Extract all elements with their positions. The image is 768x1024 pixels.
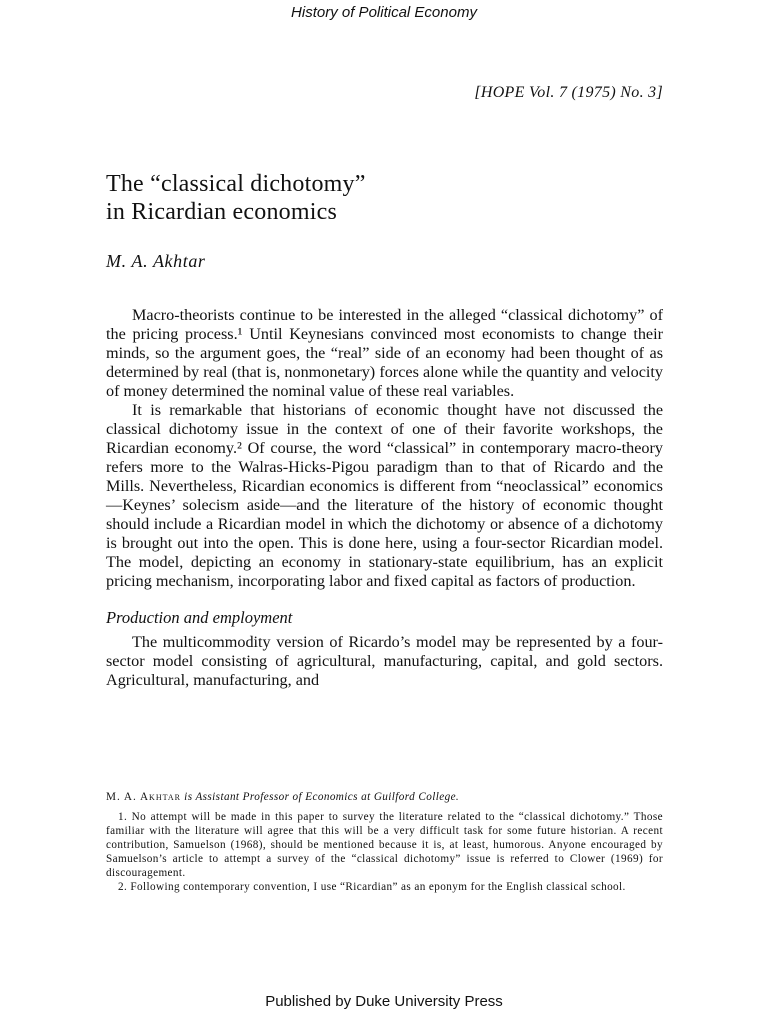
article-title-line: The “classical dichotomy”	[106, 171, 366, 197]
affiliation-name: M. A. Akhtar	[106, 791, 181, 803]
article-body	[106, 306, 663, 690]
article-title	[106, 170, 366, 226]
article-title-line: in Ricardian economics	[106, 199, 337, 225]
footnote: 2. Following contemporary convention, I use “Ricardian” as an eponym for the English classical school.	[118, 881, 626, 893]
author-name: M. A. Akhtar	[106, 251, 206, 271]
footnote: 1. No attempt will be made in this paper to survey the literature related to the “classical dichotomy.” Those familiar with the literature will agree that this will be a very difficult task for some future historian. A recent contribution, Samuelson (1968), should be mentioned because it is, at least, humorous. Anyone encouraged by Samuelson’s article to attempt a survey of the “classical dichotomy” issue is referred to Clower (1969) for discouragement.	[106, 811, 663, 879]
body-paragraph: Macro-theorists continue to be interested in the alleged “classical dichotomy” of the pricing process.¹ Until Keynesians convinced most economists to change their minds, so the argument goes, the “real” side of an economy had been thought of as determined by real (that is, nonmonetary) forces alone while the quantity and velocity of money determined the nominal value of these real variables.	[106, 306, 663, 400]
affiliation-text: is Assistant Professor of Economics at Guilford College.	[180, 791, 460, 803]
journal-banner: History of Political Economy	[291, 4, 477, 21]
author-affiliation	[106, 790, 663, 804]
journal-reference: [HOPE Vol. 7 (1975) No. 3]	[474, 84, 663, 101]
footnotes	[106, 790, 663, 894]
section-heading: Production and employment	[106, 608, 293, 627]
publisher-banner: Published by Duke University Press	[265, 993, 503, 1010]
body-paragraph: The multicommodity version of Ricardo’s model may be represented by a four-sector model consisting of agricultural, manufacturing, capital, and gold sectors. Agricultural, manufacturing, and	[106, 633, 663, 689]
body-paragraph: It is remarkable that historians of economic thought have not discussed the classical dichotomy issue in the context of one of their favorite workshops, the Ricardian economy.² Of course, the word “classical” in contemporary macro-theory refers more to the Walras-Hicks-Pigou paradigm than to that of Ricardo and the Mills. Nevertheless, Ricardian economics is different from “neoclassical” economics—Keynes’ solecism aside—and the literature of the history of economic thought should include a Ricardian model in which the dichotomy or absence of a dichotomy is brought out into the open. This is done here, using a four-sector Ricardian model. The model, depicting an economy in stationary-state equilibrium, has an explicit pricing mechanism, incorporating labor and fixed capital as factors of production.	[106, 401, 663, 590]
